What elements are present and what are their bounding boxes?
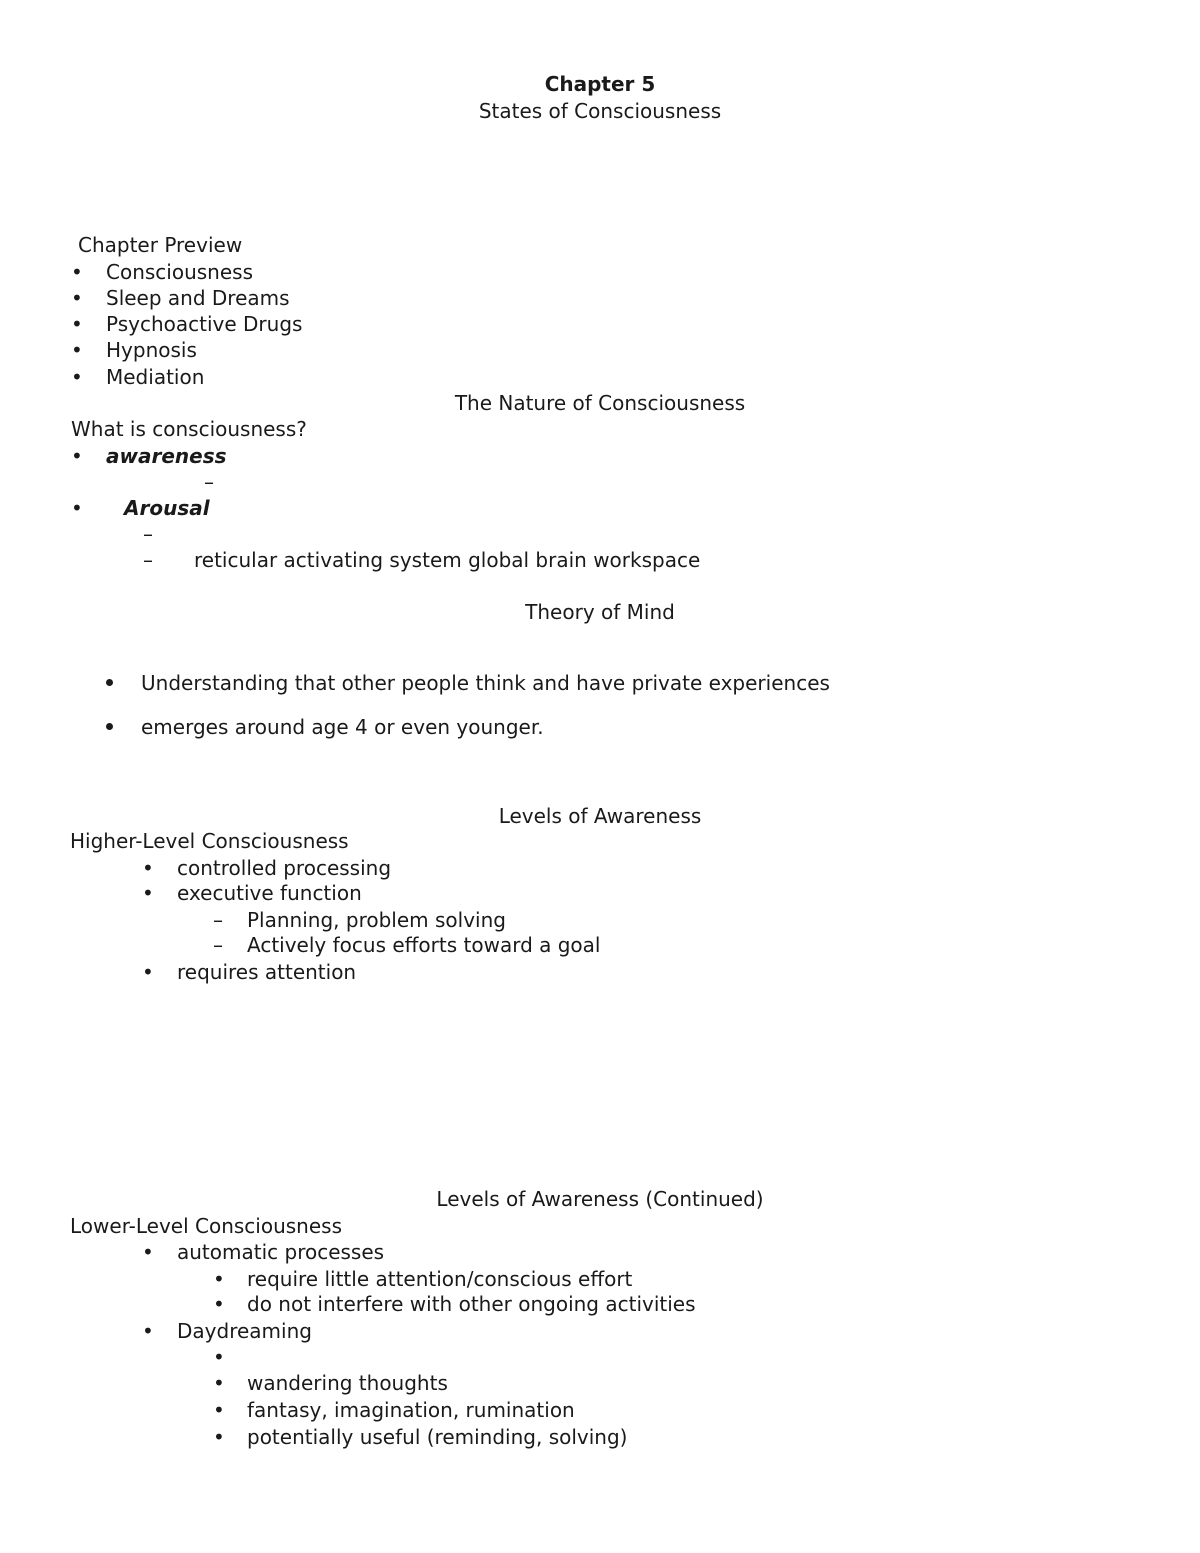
arousal-subline: reticular activating system global brain workspace — [194, 548, 701, 572]
bullet: • — [142, 881, 154, 905]
dash: – — [213, 908, 223, 932]
dash: – — [143, 548, 153, 572]
bullet: • — [71, 365, 83, 389]
preview-heading: Chapter Preview — [78, 233, 243, 257]
bullet: • — [213, 1267, 225, 1291]
levels2-subitem: require little attention/conscious effort — [247, 1267, 633, 1291]
page-title: Chapter 5 — [544, 72, 656, 96]
dash: – — [204, 470, 214, 494]
section-heading-theory: Theory of Mind — [525, 600, 675, 624]
preview-item: Hypnosis — [106, 338, 197, 362]
bullet: • — [142, 1319, 154, 1343]
levels-item: controlled processing — [177, 856, 392, 880]
bullet: • — [71, 496, 83, 520]
bullet-dot — [106, 723, 113, 730]
dash: – — [143, 522, 153, 546]
term-awareness: awareness — [106, 444, 227, 468]
lower-level-heading: Lower-Level Consciousness — [70, 1214, 343, 1238]
bullet: • — [71, 312, 83, 336]
term-arousal: Arousal — [124, 496, 210, 520]
theory-item: Understanding that other people think and have private experiences — [141, 671, 830, 695]
bullet: • — [142, 856, 154, 880]
higher-level-heading: Higher-Level Consciousness — [70, 829, 349, 853]
levels2-subitem: fantasy, imagination, rumination — [247, 1398, 575, 1422]
levels-item: executive function — [177, 881, 362, 905]
preview-item: Sleep and Dreams — [106, 286, 290, 310]
bullet: • — [213, 1292, 225, 1316]
bullet: • — [142, 1240, 154, 1264]
page-subtitle: States of Consciousness — [478, 99, 722, 123]
bullet-dot — [106, 679, 113, 686]
bullet: • — [213, 1398, 225, 1422]
levels-subitem: Actively focus efforts toward a goal — [247, 933, 601, 957]
preview-item: Consciousness — [106, 260, 254, 284]
levels-item: requires attention — [177, 960, 357, 984]
dash: – — [213, 933, 223, 957]
bullet: • — [142, 960, 154, 984]
bullet: • — [213, 1371, 225, 1395]
levels2-subitem: wandering thoughts — [247, 1371, 448, 1395]
levels-subitem: Planning, problem solving — [247, 908, 506, 932]
theory-item: emerges around age 4 or even younger. — [141, 715, 544, 739]
section-heading-levels: Levels of Awareness — [498, 804, 702, 828]
levels2-item: automatic processes — [177, 1240, 385, 1264]
section-heading-levels-continued: Levels of Awareness (Continued) — [436, 1187, 764, 1211]
preview-item: Mediation — [106, 365, 205, 389]
bullet: • — [213, 1345, 225, 1369]
bullet: • — [71, 444, 83, 468]
bullet: • — [71, 338, 83, 362]
question: What is consciousness? — [71, 417, 307, 441]
levels2-subitem: do not interfere with other ongoing activities — [247, 1292, 696, 1316]
section-heading-nature: The Nature of Consciousness — [454, 391, 746, 415]
levels2-item: Daydreaming — [177, 1319, 312, 1343]
bullet: • — [71, 260, 83, 284]
levels2-subitem: potentially useful (reminding, solving) — [247, 1425, 628, 1449]
bullet: • — [71, 286, 83, 310]
preview-item: Psychoactive Drugs — [106, 312, 303, 336]
bullet: • — [213, 1425, 225, 1449]
